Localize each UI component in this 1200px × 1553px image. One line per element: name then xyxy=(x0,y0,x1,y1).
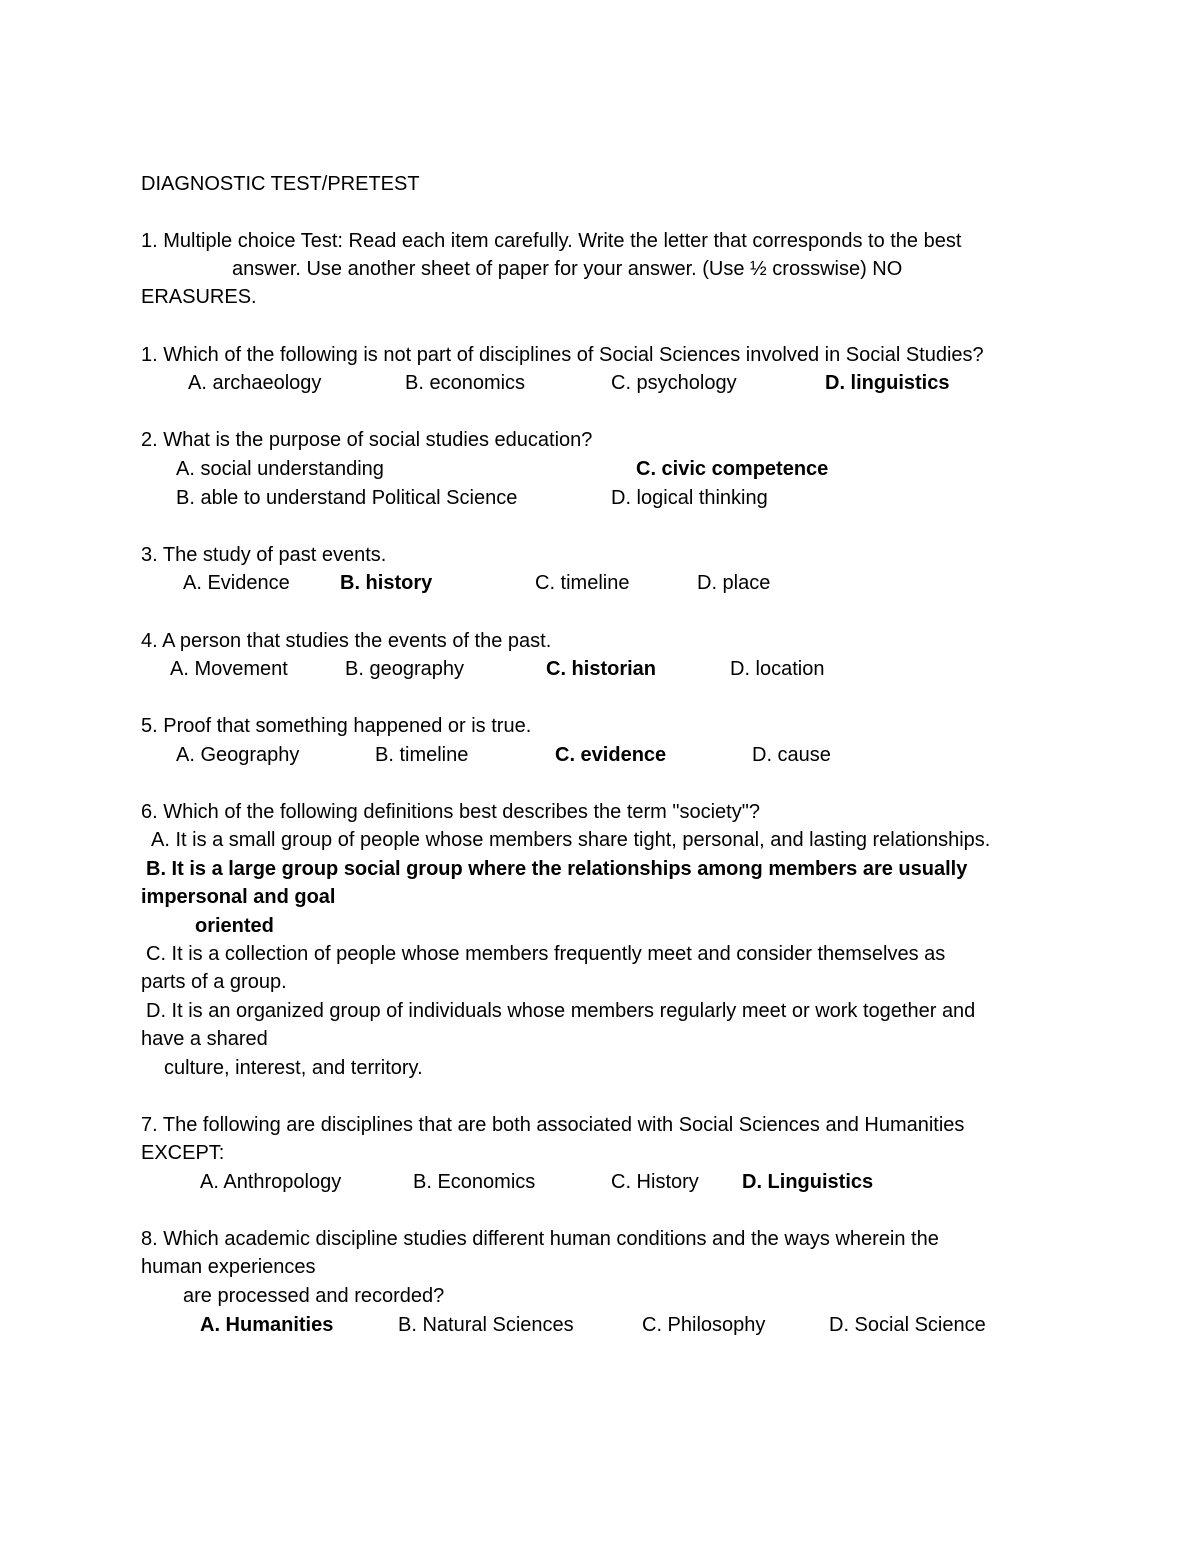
question-2-option-a: A. social understanding xyxy=(176,458,384,480)
question-6-option-d: culture, interest, and territory. xyxy=(164,1057,423,1079)
question-7-option-d-answer: D. Linguistics xyxy=(742,1171,874,1193)
question-1-option-b: B. economics xyxy=(405,372,526,394)
question-2-option-d: D. logical thinking xyxy=(611,487,768,509)
question-5-text: 5. Proof that something happened or is true. xyxy=(141,715,532,737)
question-1-option-d-answer: D. linguistics xyxy=(825,372,950,394)
question-6-option-c: parts of a group. xyxy=(141,971,287,993)
question-4-option-a: A. Movement xyxy=(170,658,288,680)
question-2-text: 2. What is the purpose of social studies education? xyxy=(141,429,593,451)
question-5-option-b: B. timeline xyxy=(375,744,469,766)
instructions-line: 1. Multiple choice Test: Read each item carefully. Write the letter that corresponds to the best xyxy=(141,230,962,252)
question-4-option-d: D. location xyxy=(730,658,825,680)
question-6-option-a: A. It is a small group of people whose members share tight, personal, and lasting relationships. xyxy=(151,829,991,851)
question-6-option-d: have a shared xyxy=(141,1028,268,1050)
question-8-text: 8. Which academic discipline studies different human conditions and the ways wherein the xyxy=(141,1228,939,1250)
question-4-option-b: B. geography xyxy=(345,658,464,680)
question-1-text: 1. Which of the following is not part of disciplines of Social Sciences involved in Social Studies? xyxy=(141,344,984,366)
question-2-option-c-answer: C. civic competence xyxy=(636,458,829,480)
question-6-option-d: D. It is an organized group of individuals whose members regularly meet or work together and xyxy=(146,1000,976,1022)
question-6-option-c: C. It is a collection of people whose members frequently meet and consider themselves as xyxy=(146,943,946,965)
question-3-option-a: A. Evidence xyxy=(183,572,290,594)
question-4-option-c-answer: C. historian xyxy=(546,658,657,680)
question-1-option-a: A. archaeology xyxy=(188,372,322,394)
question-7-option-c: C. History xyxy=(611,1171,699,1193)
question-4-text: 4. A person that studies the events of the past. xyxy=(141,630,552,652)
question-3-text: 3. The study of past events. xyxy=(141,544,387,566)
question-8-text: are processed and recorded? xyxy=(183,1285,445,1307)
question-5-option-a: A. Geography xyxy=(176,744,300,766)
question-6-option-b-answer: impersonal and goal xyxy=(141,886,336,908)
question-7-text: 7. The following are disciplines that are both associated with Social Sciences and Humanities xyxy=(141,1114,965,1136)
question-2-option-b: B. able to understand Political Science xyxy=(176,487,518,509)
question-1-option-c: C. psychology xyxy=(611,372,737,394)
question-3-option-c: C. timeline xyxy=(535,572,630,594)
instructions-line: answer. Use another sheet of paper for your answer. (Use ½ crosswise) NO xyxy=(232,258,903,280)
question-3-option-d: D. place xyxy=(697,572,771,594)
question-7-text: EXCEPT: xyxy=(141,1142,225,1164)
question-8-option-a-answer: A. Humanities xyxy=(200,1314,334,1336)
question-6-text: 6. Which of the following definitions best describes the term "society"? xyxy=(141,801,760,823)
question-5-option-c-answer: C. evidence xyxy=(555,744,667,766)
instructions-line: ERASURES. xyxy=(141,286,257,308)
question-7-option-b: B. Economics xyxy=(413,1171,536,1193)
question-8-option-d: D. Social Science xyxy=(829,1314,986,1336)
question-6-option-b-answer: B. It is a large group social group where the relationships among members are usually xyxy=(146,858,968,880)
question-5-option-d: D. cause xyxy=(752,744,831,766)
question-8-option-c: C. Philosophy xyxy=(642,1314,766,1336)
question-6-option-b-answer: oriented xyxy=(195,915,274,937)
question-7-option-a: A. Anthropology xyxy=(200,1171,342,1193)
question-8-option-b: B. Natural Sciences xyxy=(398,1314,574,1336)
question-8-text: human experiences xyxy=(141,1256,316,1278)
page-title: DIAGNOSTIC TEST/PRETEST xyxy=(141,173,420,195)
question-3-option-b-answer: B. history xyxy=(340,572,433,594)
